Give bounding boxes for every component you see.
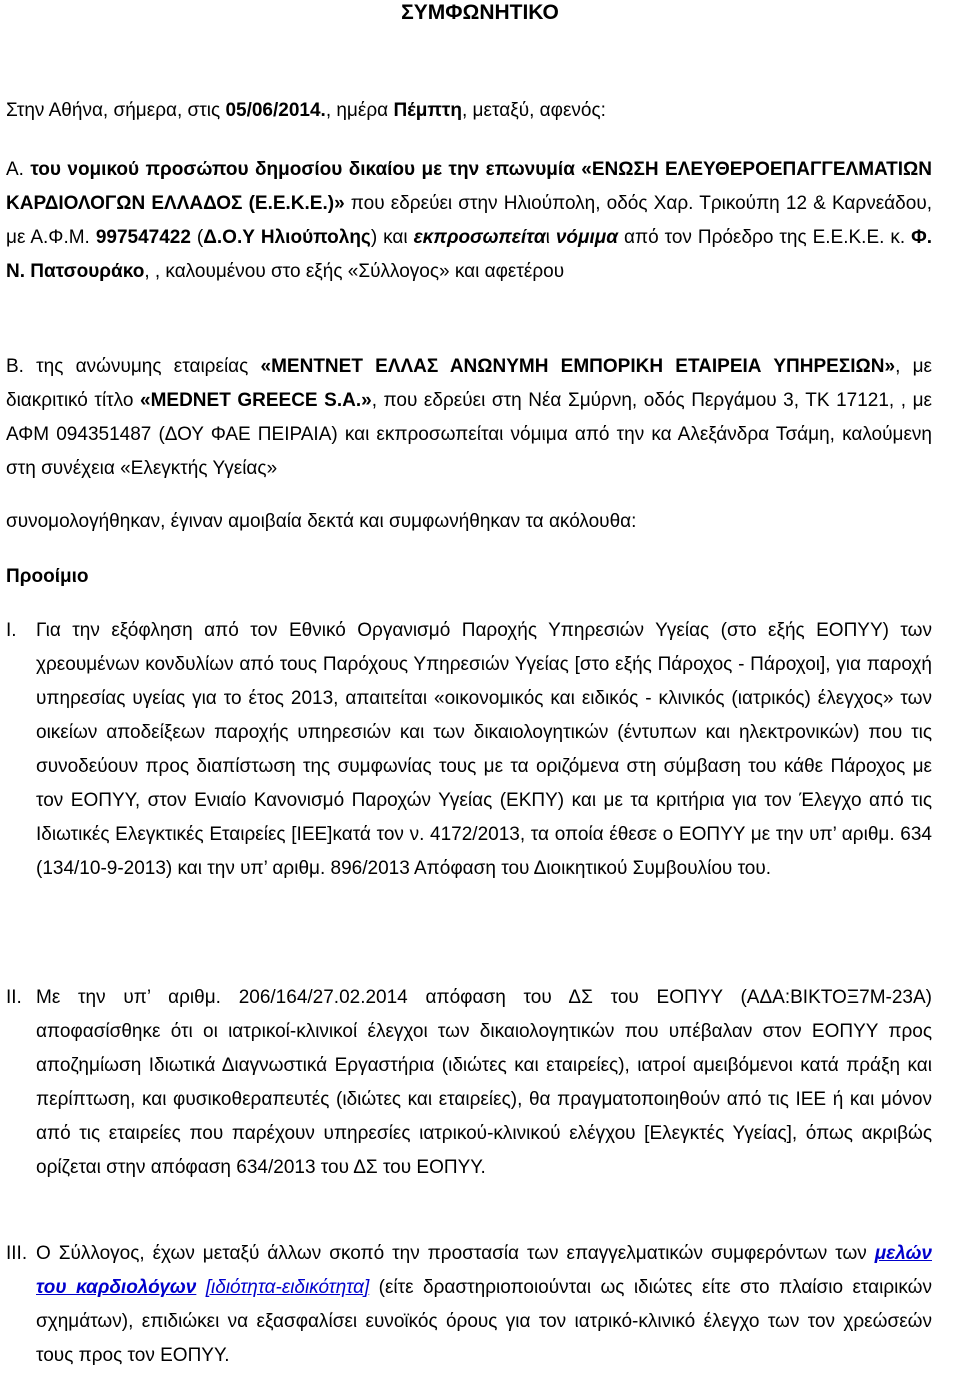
party-a-text: ) και: [370, 227, 414, 248]
item-text: [36, 1237, 932, 1373]
party-a-text: ι: [545, 227, 556, 248]
intro-prefix: Στην Αθήνα, σήμερα, στις: [6, 100, 226, 121]
party-b-trade-name: «MEDNET GREECE S.A.»: [140, 390, 372, 411]
preamble-item-1: [6, 614, 932, 886]
intro-suffix: , μεταξύ, αφενός:: [462, 100, 606, 121]
item-marker: III.: [6, 1243, 28, 1264]
party-a-text: από τον Πρόεδρο της Ε.Ε.Κ.Ε. κ.: [618, 227, 912, 248]
item-text-part: [196, 1277, 205, 1298]
item-marker: I.: [6, 620, 17, 641]
intro-mid: , ημέρα: [325, 100, 394, 121]
party-a-doy: Δ.Ο.Υ Ηλιούπολης: [203, 227, 371, 248]
agreed-sentence: συνομολογήθηκαν, έγιναν αμοιβαία δεκτά και συμφωνήθηκαν τα ακόλουθα:: [6, 511, 637, 532]
item-text: Για την εξόφληση από τον Εθνικό Οργανισμό Παροχής Υπηρεσιών Υγείας (στο εξής ΕΟΠΥΥ) των χρεουμένων κονδυλίων από τους Παρόχους Υπηρεσιών Υγείας [στο εξής Πάροχος - Πάροχοι], για παροχή υπηρεσίας υγείας για το έτος 2013, απαιτείται «οικονομικός και ειδικός - κλινικός (ιατρικός) έλεγχος» των οικείων αποδείξεων παροχής υπηρεσιών και των δικαιολογητικών (έντυπων και ηλεκτρονικών) που τις συνοδεύουν προς διαπίστωση της συμφωνίας τους με τα οριζόμενα στη σύμβαση του κάθε Πάροχος με τον ΕΟΠΥΥ, στον Ενιαίο Κανονισμό Παροχών Υγείας (ΕΚΠΥ) και με τα κριτήρια για τον Έλεγχο από τις Ιδιωτικές Ελεγκτικές Εταιρείες [ΙΕΕ]κατά τον ν. 4172/2013, τα οποία έθεσε ο ΕΟΠΥΥ με την υπ’ αριθμ. 634 (134/10-9-2013) και την υπ’ αριθμ. 896/2013 Απόφαση του Διοικητικού Συμβουλίου του.: [36, 620, 932, 879]
party-a-text: (: [190, 227, 204, 248]
party-a-afm: 997547422: [95, 227, 191, 248]
party-b-paragraph: [6, 350, 932, 486]
preamble-heading: Προοίμιο: [6, 566, 89, 587]
preamble-item-3: [6, 1237, 932, 1373]
party-a-address: που εδρεύει στην Ηλιούπολη, οδός Χαρ. Τρικούπη 12 & Καρνεάδου, με Α.Φ.Μ.: [6, 193, 932, 248]
members-highlight: μελών του καρδιολόγων: [36, 1243, 932, 1298]
party-b-marker: Β.: [6, 356, 24, 377]
party-a-president: Φ. Ν. Πατσουράκο: [6, 227, 933, 282]
party-a-text: , , καλουμένου στο εξής «Σύλλογος» και αφετέρου: [144, 261, 565, 282]
party-b-text: , με διακριτικό τίτλο: [6, 356, 932, 411]
party-a-legally: νόμιμα: [555, 227, 619, 248]
item-text-part: Ο Σύλλογος, έχων μεταξύ άλλων σκοπό την προστασία των επαγγελματικών συμφερόντων των: [36, 1243, 875, 1264]
item-text-part: (είτε δραστηριοποιούνται ως ιδιώτες είτε στο πλαίσιο εταιρικών σχημάτων), επιδιώκει να εξασφαλίσει ευνοϊκός όρους για τον ιατρικό-κλινικό έλεγχο των τον χρεώσεών τους προς τον ΕΟΠΥΥ.: [36, 1277, 932, 1366]
intro-paragraph: [6, 94, 932, 128]
document-title: ΣΥΜΦΩΝΗΤΙΚΟ: [401, 1, 559, 24]
preamble-item-2: [6, 981, 932, 1185]
party-a-name: του νομικού προσώπου δημοσίου δικαίου με την επωνυμία «ΕΝΩΣΗ ΕΛΕΥΘΕΡΟΕΠΑΓΓΕΛΜΑΤΙΩΝ ΚΑΡΔΙΟΛΟΓΩΝ ΕΛΛΑΔΟΣ (Ε.Ε.Κ.Ε.)»: [6, 159, 932, 214]
party-a-marker: Α.: [6, 159, 24, 180]
item-text: Με την υπ’ αριθμ. 206/164/27.02.2014 απόφαση του ΔΣ του ΕΟΠΥΥ (ΑΔΑ:ΒΙΚΤΟΞ7Μ-23Α) αποφασίσθηκε ότι οι ιατρικοί-κλινικοί έλεγχοι των δικαιολογητικών που υπέβαλαν στον ΕΟΠΥΥ προς αποζημίωση Ιδιωτικά Διαγνωστικά Εργαστήρια (ιδιώτες και εταιρείες), ιατροί αμειβόμενοι κατά πράξη και περίπτωση, και φυσικοθεραπευτές (ιδιώτες και εταιρείες), θα πραγματοποιηθούν από τις ΙΕΕ ή και μόνον από τις εταιρείες που παρέχουν υπηρεσίες ιατρικού-κλινικού ελέγχου [Ελεγκτές Υγείας], όπως ακριβώς ορίζεται στην απόφαση 634/2013 του ΔΣ του ΕΟΠΥΥ.: [36, 987, 932, 1178]
item-marker: II.: [6, 987, 22, 1008]
party-a-paragraph: [6, 153, 932, 289]
party-b-company-name: «ΜΕΝΤΝΕΤ ΕΛΛΑΣ ΑΝΩΝΥΜΗ ΕΜΠΟΡΙΚΗ ΕΤΑΙΡΕΙΑ ΥΠΗΡΕΣΙΩΝ»: [260, 356, 896, 377]
party-b-text: της ανώνυμης εταιρείας: [23, 356, 261, 377]
party-a-represented: εκπροσωπείτα: [413, 227, 546, 248]
party-b-details: , που εδρεύει στη Νέα Σμύρνη, οδός Περγάμου 3, ΤΚ 17121, , με ΑΦΜ 094351487 (ΔΟΥ ΦΑΕ ΠΕΙΡΑΙΑ) και εκπροσωπείται νόμιμα από την κα Αλεξάνδρα Τσάμη, καλούμενη στη συνέχεια «Ελεγκτής Υγείας»: [6, 390, 932, 479]
agreement-date: 05/06/2014.: [225, 100, 326, 121]
specialty-placeholder: [ιδιότητα-ειδικότητα]: [205, 1277, 370, 1298]
agreement-weekday: Πέμπτη: [393, 100, 462, 121]
